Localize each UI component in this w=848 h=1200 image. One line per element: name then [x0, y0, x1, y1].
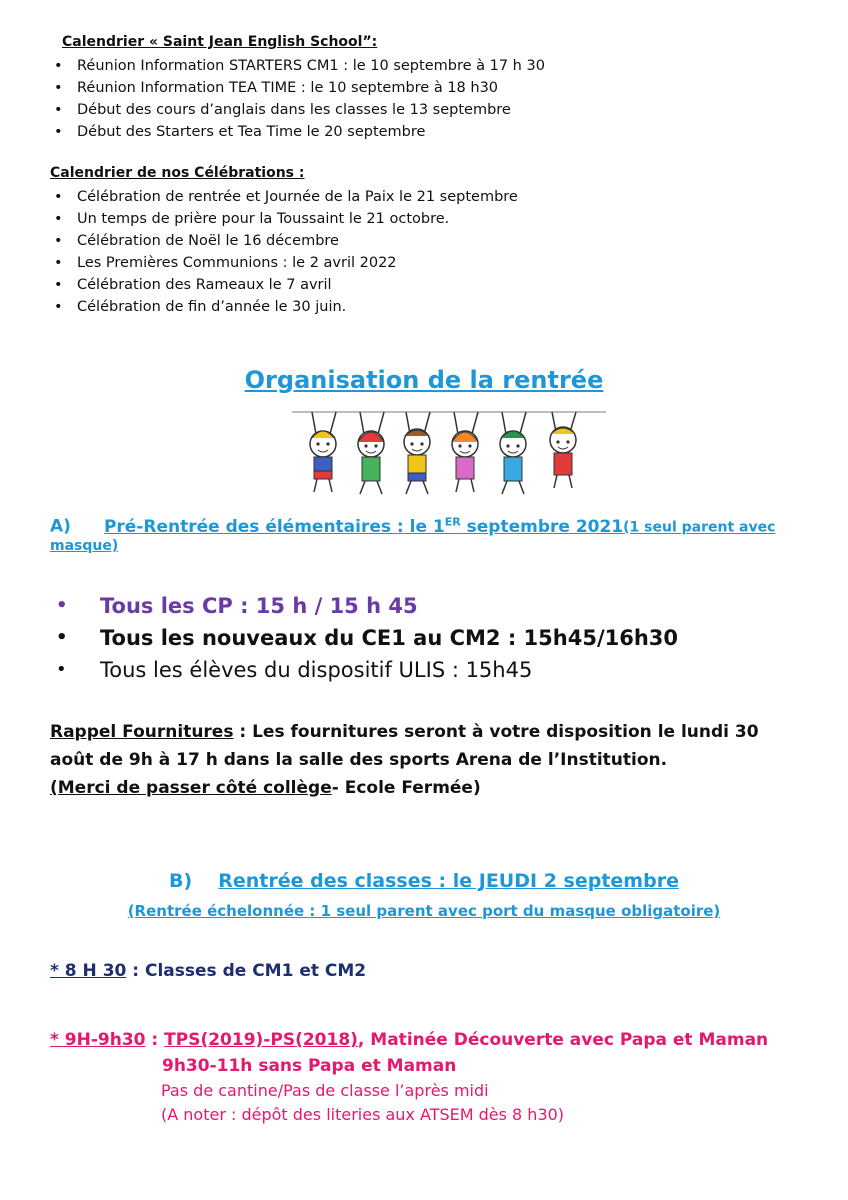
section-b-subtitle: (Rentrée échelonnée : 1 seul parent avec port du masque obligatoire) [127, 902, 721, 920]
supplies-reminder: Rappel Fournitures : Les fournitures seront à votre disposition le lundi 30 août de 9h à 17 h dans la salle des sports Arena de l’Institution. (Merci de passer côté collège- Ecole Fermée) [50, 722, 759, 798]
hanging-kids-illustration [290, 404, 608, 498]
list-item: • Célébration de fin d’année le 30 juin. [50, 296, 518, 318]
section-a-heading [50, 510, 775, 540]
list-item: • Réunion Information STARTERS CM1 : le 10 septembre à 17 h 30 [50, 55, 545, 77]
pre-rentree-schedule-list [50, 590, 678, 686]
list-item: • Les Premières Communions : le 2 avril 2022 [50, 252, 518, 274]
section-b-letter: B) [169, 870, 193, 892]
list-item-cp: • Tous les CP : 15 h / 15 h 45 [50, 590, 678, 622]
section-b-heading [0, 867, 848, 895]
slot-classes: TPS(2019)-PS(2018) [164, 1030, 358, 1050]
list-item-ulis: • Tous les élèves du dispositif ULIS : 15h45 [50, 654, 678, 686]
list-item-nouveaux: • Tous les nouveaux du CE1 au CM2 : 15h45/16h30 [50, 622, 678, 654]
section-a-note: (1 seul parent avec [623, 519, 776, 536]
list-item: • Début des cours d’anglais dans les classes le 13 septembre [50, 99, 545, 121]
list-item: • Un temps de prière pour la Toussaint le 21 octobre. [50, 208, 518, 230]
section-b-title: Rentrée des classes : le JEUDI 2 septembre [218, 870, 679, 892]
list-item: • Célébration des Rameaux le 7 avril [50, 274, 518, 296]
list-item: • Réunion Information TEA TIME : le 10 septembre à 18 h30 [50, 77, 545, 99]
slot-time: * 8 H 30 [50, 961, 127, 981]
celebrations-title: Calendrier de nos Célébrations : [50, 165, 305, 181]
list-item: • Célébration de Noël le 16 décembre [50, 230, 518, 252]
schedule-slot-tps-ps: * 9H-9h30 : TPS(2019)-PS(2018), Matinée Découverte avec Papa et Maman 9h30-11h sans Papa et Maman Pas de cantine/Pas de classe l’après midi (A noter : dépôt des literies aux ATSEM dès 8 h30) [50, 1030, 769, 1124]
celebrations-list [50, 186, 518, 318]
reminder-label: Rappel Fournitures [50, 722, 234, 742]
section-a-title: Pré-Rentrée des élémentaires : le 1ER septembre 2021 [103, 515, 624, 537]
english-calendar-title: Calendrier « Saint Jean English School”: [62, 34, 378, 50]
schedule-slot-cm1-cm2: * 8 H 30 : Classes de CM1 et CM2 [50, 961, 367, 981]
slot-time: * 9H-9h30 [50, 1030, 146, 1050]
english-calendar-list [50, 55, 545, 143]
section-a-letter: A) [50, 516, 71, 537]
list-item: • Célébration de rentrée et Journée de la Paix le 21 septembre [50, 186, 518, 208]
section-a-note-continued: masque) [50, 538, 119, 554]
list-item: • Début des Starters et Tea Time le 20 septembre [50, 121, 545, 143]
page-title: Organisation de la rentrée [244, 366, 604, 394]
